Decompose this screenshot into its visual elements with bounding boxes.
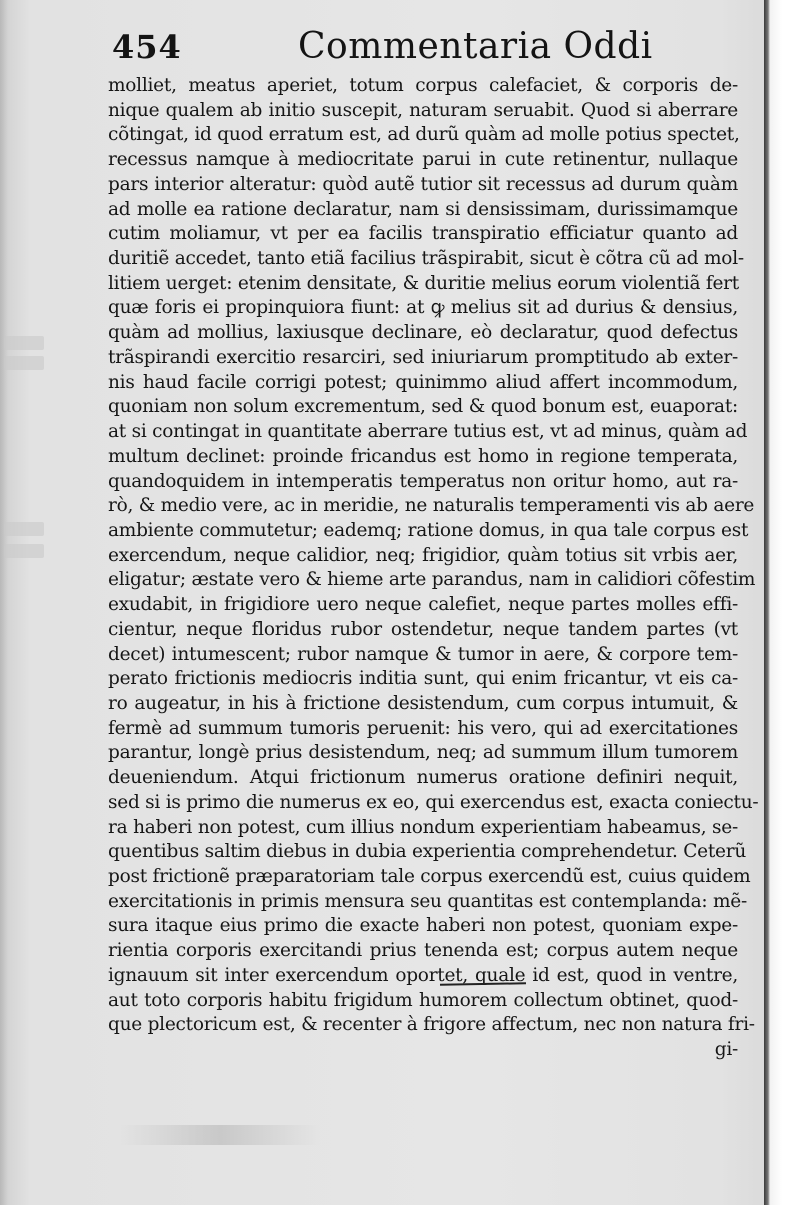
catchword: gi-: [714, 1039, 738, 1061]
text-line: rò, & medio vere, ac in meridie, ne naturalis temperamenti vis ab aere: [108, 495, 755, 517]
text-line: eligatur; æstate vero & hieme arte parandus, nam in calidiori cõfestim: [108, 569, 756, 591]
text-line: deueniendum. Atqui frictionum numerus oratione definiri nequit,: [108, 767, 738, 789]
bleed-through-mark: [4, 356, 44, 370]
text-line: recessus namque à mediocritate parui in cute retinentur, nullaque: [108, 149, 738, 171]
text-line: ignauum sit inter exercendum oportet, quale id est, quod in ventre,: [108, 964, 738, 986]
text-line: parantur, longè prius desistendum, neq; ad summum illum tumorem: [108, 742, 738, 764]
text-line: que plectoricum est, & recenter à frigore affectum, nec non natura fri-: [108, 1014, 755, 1036]
text-line: cutim moliamur, vt per ea facilis transpiratio efficiatur quanto ad: [108, 223, 738, 245]
text-line: cientur, neque floridus rubor ostendetur, neque tandem partes (vt: [108, 618, 738, 640]
page-edge: [764, 0, 782, 1205]
text-line: post frictionẽ præparatoriam tale corpus exercendũ est, cuius quidem: [108, 866, 751, 887]
text-line: sed si is primo die numerus ex eo, qui exercendus est, exacta coniectu-: [108, 791, 759, 813]
text-line: cõtingat, id quod erratum est, ad durũ quàm ad molle potius spectet,: [108, 124, 740, 146]
page-number: 454: [112, 28, 182, 66]
text-line: decet) intumescent; rubor namque & tumor in aere, & corpore tem-: [108, 643, 738, 665]
text-line: duritiẽ accedet, tanto etiã facilius trãspirabit, sicut è cõtra cũ ad mol-: [108, 248, 744, 270]
bleed-through-mark: [4, 522, 44, 536]
body-text: [108, 74, 759, 1063]
text-line: exercendum, neque calidior, neq; frigidior, quàm totius sit vrbis aer,: [108, 544, 738, 566]
text-line: pars interior alteratur: quòd autẽ tutior sit recessus ad durum quàm: [108, 173, 738, 195]
text-line: perato frictionis mediocris inditia sunt, qui enim fricantur, vt eis ca-: [108, 668, 738, 690]
text-line: aut toto corporis habitu frigidum humorem collectum obtinet, quod-: [108, 989, 738, 1011]
text-line: litiem uerget: etenim densitate, & duritie melius eorum violentiã fert: [108, 272, 739, 294]
text-line: quæ foris ei propinquiora fiunt: at ꝙ melius sit ad durius & densius,: [108, 297, 738, 319]
text-line: rientia corporis exercitandi prius tenenda est; corpus autem neque: [108, 940, 738, 962]
text-line: exercitationis in primis mensura seu quantitas est contemplanda: mẽ-: [108, 890, 747, 912]
text-line: nique qualem ab initio suscepit, naturam seruabit. Quod si aberrare: [108, 99, 738, 121]
text-line: molliet, meatus aperiet, totum corpus calefaciet, & corporis de-: [108, 75, 738, 96]
text-line: at si contingat in quantitate aberrare tutius est, vt ad minus, quàm ad: [108, 421, 748, 443]
running-title: Commentaria Oddi: [298, 26, 653, 67]
text-line: ad molle ea ratione declaratur, nam si densissimam, durissimamque: [108, 198, 738, 220]
text-line: quoniam non solum excrementum, sed & quod bonum est, euaporat:: [108, 396, 738, 418]
text-line: quandoquidem in intemperatis temperatus non oritur homo, aut ra-: [108, 470, 738, 492]
text-line: nis haud facile corrigi potest; quinimmo aliud affert incommodum,: [108, 371, 738, 393]
text-line: ra haberi non potest, cum illius nondum experientiam habeamus, se-: [108, 816, 738, 838]
bleed-through-mark: [4, 544, 44, 558]
page-header: [0, 22, 782, 70]
text-line: fermè ad summum tumoris peruenit: his vero, qui ad exercitationes: [108, 717, 738, 739]
text-line: ro augeatur, in his à frictione desistendum, cum corpus intumuit, &: [108, 692, 738, 714]
text-line: sura itaque eius primo die exacte haberi non potest, quoniam expe-: [108, 915, 738, 937]
text-line: multum declinet: proinde fricandus est homo in regione temperata,: [108, 445, 738, 467]
text-line: quentibus saltim diebus in dubia experientia comprehendetur. Ceterũ: [108, 841, 747, 863]
text-line: ambiente commutetur; eademq; ratione domus, in qua tale corpus est: [108, 519, 749, 541]
offset-print-smudge: [120, 1125, 320, 1145]
text-line: exudabit, in frigidiore uero neque calefiet, neque partes molles effi-: [108, 594, 738, 616]
text-line: trãspirandi exercitio resarciri, sed iniuriarum promptitudo ab exter-: [108, 346, 738, 368]
text-line: quàm ad mollius, laxiusque declinare, eò declaratur, quod defectus: [108, 322, 738, 344]
bleed-through-mark: [4, 336, 44, 350]
